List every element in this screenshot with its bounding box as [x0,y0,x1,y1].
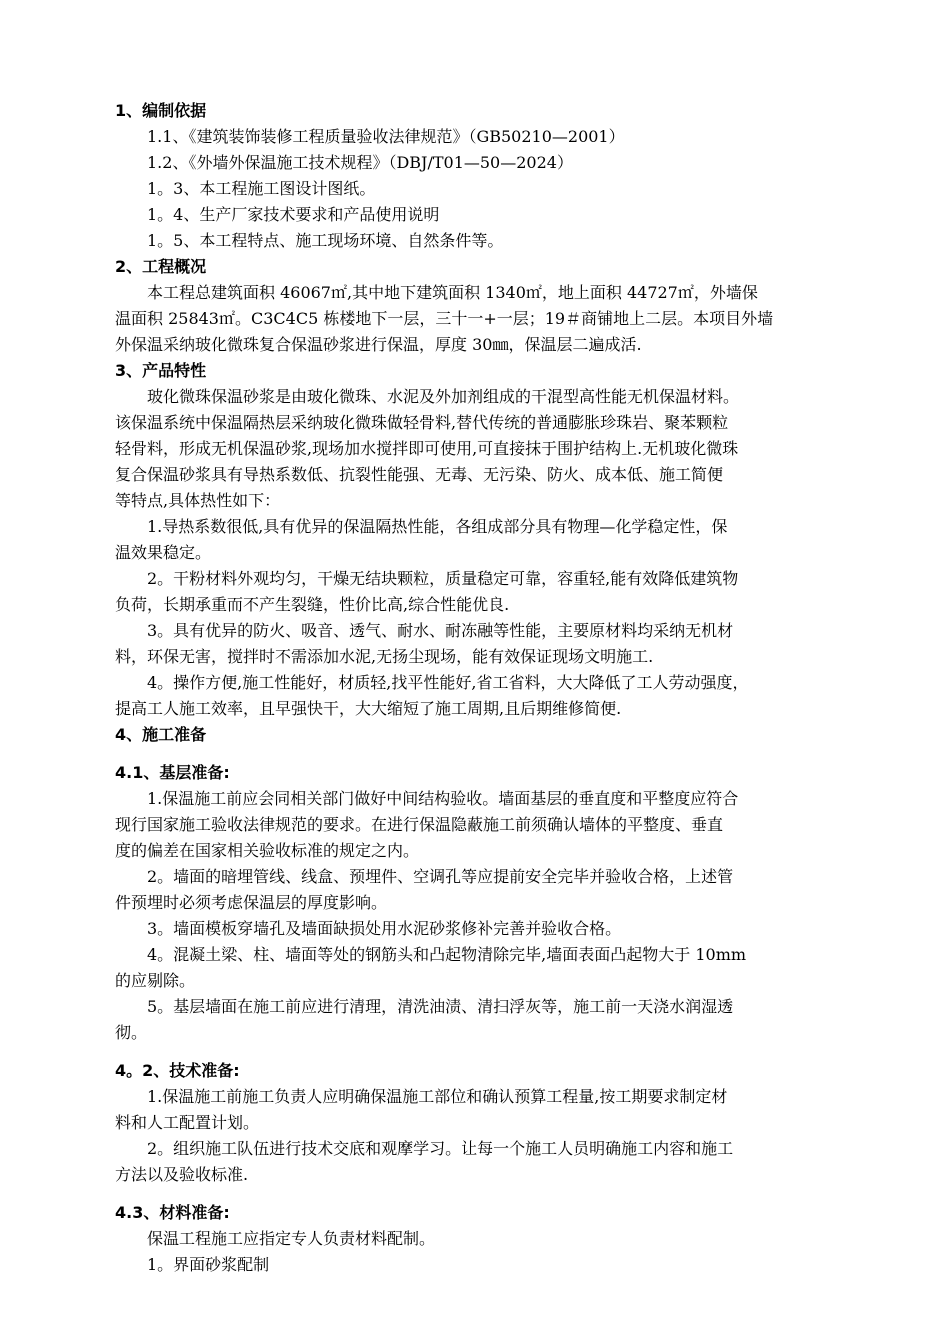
subsection-heading-4-3: 4.3、材料准备: [115,1203,230,1222]
tech-prep-line: 料和人工配置计划。 [115,1113,260,1132]
product-feature-line: 温效果稳定。 [115,543,212,562]
product-intro-line: 该保温系统中保温隔热层采纳玻化微珠做轻骨料,替代传统的普通膨胀珍珠岩、聚苯颗粒 [115,413,729,432]
material-prep-line: 1。界面砂浆配制 [147,1255,270,1274]
base-prep-line: 件预埋时必须考虑保温层的厚度影响。 [115,893,388,912]
base-prep-line: 的应剔除。 [115,971,196,990]
base-prep-line: 5。基层墙面在施工前应进行清理，清洗油渍、清扫浮灰等，施工前一天浇水润湿透 [147,997,734,1016]
product-intro-line: 轻骨料，形成无机保温砂浆,现场加水搅拌即可使用,可直接抹于围护结构上.无机玻化微珠 [115,439,739,458]
subsection-heading-4-1: 4.1、基层准备: [115,763,230,782]
tech-prep-line: 2。组织施工队伍进行技术交底和观摩学习。让每一个施工人员明确施工内容和施工 [147,1139,734,1158]
basis-item: 1。4、生产厂家技术要求和产品使用说明 [147,205,440,224]
base-prep-line: 彻。 [115,1023,148,1042]
base-prep-line: 度的偏差在国家相关验收标准的规定之内。 [115,841,420,860]
tech-prep-line: 1.保温施工前施工负责人应明确保温施工部位和确认预算工程量,按工期要求制定材 [147,1087,728,1106]
overview-line: 本工程总建筑面积 46067㎡,其中地下建筑面积 1340㎡，地上面积 44727㎡，外墙保 [147,283,758,302]
section-heading-1: 1、编制依据 [115,101,207,120]
product-intro-line: 复合保温砂浆具有导热系数低、抗裂性能强、无毒、无污染、防火、成本低、施工简便 [115,465,724,484]
product-feature-line: 料，环保无害，搅拌时不需添加水泥,无扬尘现场，能有效保证现场文明施工. [115,647,654,666]
base-prep-line: 3。墙面模板穿墙孔及墙面缺损处用水泥砂浆修补完善并验收合格。 [147,919,622,938]
basis-item: 1。5、本工程特点、施工现场环境、自然条件等。 [147,231,504,250]
basis-item: 1.1、《建筑装饰装修工程质量验收法律规范》（GB50210—2001） [147,127,625,146]
overview-line: 温面积 25843㎡。C3C4C5 栋楼地下一层，三十一+一层；19＃商铺地上二层。本项目外墙 [115,309,774,328]
product-feature-line: 1.导热系数很低,具有优异的保温隔热性能，各组成部分具有物理—化学稳定性，保 [147,517,728,536]
section-heading-3: 3、产品特性 [115,361,207,380]
tech-prep-line: 方法以及验收标准. [115,1165,249,1184]
base-prep-line: 4。混凝土梁、柱、墙面等处的钢筋头和凸起物清除完毕,墙面表面凸起物大于 10mm [147,945,747,964]
overview-line: 外保温采纳玻化微珠复合保温砂浆进行保温，厚度 30㎜，保温层二遍成活. [115,335,642,354]
product-intro-line: 玻化微珠保温砂浆是由玻化微珠、水泥及外加剂组成的干混型高性能无机保温材料。 [147,387,740,406]
product-feature-line: 2。干粉材料外观均匀，干燥无结块颗粒，质量稳定可靠，容重轻,能有效降低建筑物 [147,569,739,588]
product-intro-line: 等特点,具体热性如下： [115,491,281,510]
section-heading-4: 4、施工准备 [115,725,207,744]
basis-item: 1。3、本工程施工图设计图纸。 [147,179,376,198]
subsection-heading-4-2: 4。2、技术准备: [115,1061,240,1080]
product-feature-line: 负荷，长期承重而不产生裂缝，性价比高,综合性能优良. [115,595,510,614]
basis-item: 1.2、《外墙外保温施工技术规程》（DBJ/T01—50—2024） [147,153,573,172]
product-feature-line: 提高工人施工效率，且早强快干，大大缩短了施工周期,且后期维修简便. [115,699,622,718]
product-feature-line: 4。操作方便,施工性能好，材质轻,找平性能好,省工省料，大大降低了工人劳动强度， [147,673,749,692]
material-prep-line: 保温工程施工应指定专人负责材料配制。 [147,1229,436,1248]
base-prep-line: 现行国家施工验收法律规范的要求。在进行保温隐蔽施工前须确认墙体的平整度、垂直 [115,815,724,834]
section-heading-2: 2、工程概况 [115,257,207,276]
base-prep-line: 1.保温施工前应会同相关部门做好中间结构验收。墙面基层的垂直度和平整度应符合 [147,789,739,808]
document-page [115,98,860,1278]
base-prep-line: 2。墙面的暗埋管线、线盒、预埋件、空调孔等应提前安全完毕并验收合格，上述管 [147,867,734,886]
product-feature-line: 3。具有优异的防火、吸音、透气、耐水、耐冻融等性能，主要原材料均采纳无机材 [147,621,734,640]
